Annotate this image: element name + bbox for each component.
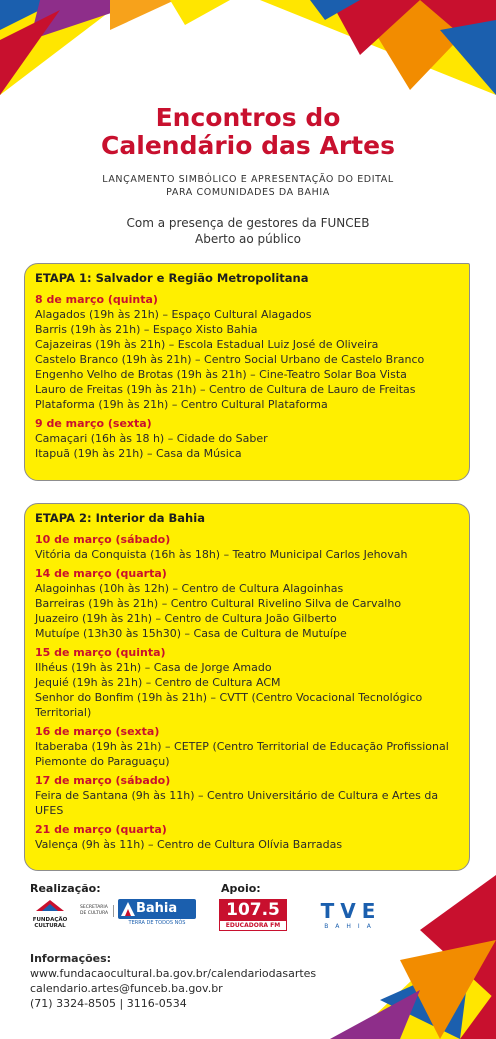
date-heading: 16 de março (sexta) (35, 725, 160, 738)
info-label: Informações: (30, 952, 112, 965)
date-group (35, 292, 459, 412)
info-email[interactable]: calendario.artes@funceb.ba.gov.br (30, 982, 223, 995)
bahia-logo (118, 899, 196, 931)
event-item: Alagoinhas (10h às 12h) – Centro de Cultura Alagoinhas (35, 582, 344, 595)
subtitle (0, 173, 496, 199)
date-group (35, 724, 459, 769)
presence-note (0, 215, 496, 247)
date-group (35, 416, 459, 461)
event-item: Barris (19h às 21h) – Espaço Xisto Bahia (35, 323, 258, 336)
event-item: Alagados (19h às 21h) – Espaço Cultural Alagados (35, 308, 312, 321)
page-title (0, 104, 496, 160)
date-group (35, 822, 459, 852)
event-item: Valença (9h às 11h) – Centro de Cultura Olívia Barradas (35, 838, 343, 851)
educadora-label: EDUCADORA FM (219, 921, 287, 931)
etapa1-panel (24, 263, 470, 481)
event-item: Senhor do Bonfim (19h às 21h) – CVTT (Centro Vocacional Tecnológico (35, 691, 423, 704)
event-item: Territorial) (35, 706, 92, 719)
etapa2-panel (24, 503, 470, 871)
event-item: Barreiras (19h às 21h) – Centro Cultural Rivelino Silva de Carvalho (35, 597, 402, 610)
educadora-fm-logo (219, 899, 287, 931)
event-item: Lauro de Freitas (19h às 21h) – Centro de Cultura de Lauro de Freitas (35, 383, 416, 396)
event-item: Itaberaba (19h às 21h) – CETEP (Centro Territorial de Educação Profissional (35, 740, 449, 753)
event-item: Jequié (19h às 21h) – Centro de Cultura ACM (35, 676, 281, 689)
presence-line-2: Aberto ao público (195, 232, 301, 246)
date-heading: 17 de março (sábado) (35, 774, 171, 787)
bahia-logo-text: Bahia (136, 901, 178, 916)
fundacao-cultural-logo (30, 898, 70, 932)
fundacao-logo-text: FUNDAÇÃO CULTURAL (32, 917, 68, 929)
date-group (35, 645, 459, 720)
event-item: Vitória da Conquista (16h às 18h) – Teatro Municipal Carlos Jehovah (35, 548, 408, 561)
tve-subtitle: BAHIA (324, 923, 378, 930)
event-item: Mutuípe (13h30 às 15h30) – Casa de Cultura de Mutuípe (35, 627, 347, 640)
etapa1-title: ETAPA 1: Salvador e Região Metropolitana (35, 271, 309, 285)
date-heading: 10 de março (sábado) (35, 533, 171, 546)
date-group (35, 532, 459, 562)
event-item: Feira de Santana (9h às 11h) – Centro Universitário de Cultura e Artes da UFES (35, 789, 439, 817)
title-line-1: Encontros do (155, 103, 341, 132)
event-item: Castelo Branco (19h às 21h) – Centro Social Urbano de Castelo Branco (35, 353, 425, 366)
subtitle-line-1: LANÇAMENTO SIMBÓLICO E APRESENTAÇÃO DO EDITAL (102, 174, 394, 185)
event-item: Piemonte do Paraguaçu) (35, 755, 170, 768)
educadora-frequency: 107.5 (219, 899, 287, 921)
info-block (30, 951, 316, 1011)
realizacao-label: Realização: (30, 882, 101, 895)
event-item: Camaçari (16h às 18 h) – Cidade do Saber (35, 432, 268, 445)
event-item: Cajazeiras (19h às 21h) – Escola Estadual Luiz José de Oliveira (35, 338, 379, 351)
apoio-label: Apoio: (221, 882, 261, 895)
info-url[interactable]: www.fundacaocultural.ba.gov.br/calendariodasartes (30, 967, 317, 980)
date-heading: 8 de março (quinta) (35, 293, 158, 306)
event-item: Itapuã (19h às 21h) – Casa da Música (35, 447, 242, 460)
date-heading: 21 de março (quarta) (35, 823, 167, 836)
info-phones: (71) 3324-8505 | 3116-0534 (30, 997, 187, 1010)
event-item: Ilhéus (19h às 21h) – Casa de Jorge Amado (35, 661, 272, 674)
date-heading: 14 de março (quarta) (35, 567, 167, 580)
tve-bahia-logo (311, 900, 391, 932)
etapa2-title: ETAPA 2: Interior da Bahia (35, 511, 205, 525)
subtitle-line-2: PARA COMUNIDADES DA BAHIA (166, 187, 330, 198)
presence-line-1: Com a presença de gestores da FUNCEB (126, 216, 370, 230)
secretaria-label: SECRETARIA DE CULTURA (80, 905, 114, 917)
event-item: Plataforma (19h às 21h) – Centro Cultural Plataforma (35, 398, 328, 411)
date-heading: 15 de março (quinta) (35, 646, 166, 659)
bahia-flag-icon (121, 902, 135, 916)
date-group (35, 566, 459, 641)
title-line-2: Calendário das Artes (101, 131, 395, 160)
bahia-tagline: TERRA DE TODOS NÓS (128, 920, 186, 926)
fundacao-emblem-icon (30, 899, 70, 913)
tve-logo-text: TVE (320, 899, 382, 923)
event-item: Juazeiro (19h às 21h) – Centro de Cultura João Gilberto (35, 612, 337, 625)
event-item: Engenho Velho de Brotas (19h às 21h) – Cine-Teatro Solar Boa Vista (35, 368, 407, 381)
date-group (35, 773, 459, 818)
date-heading: 9 de março (sexta) (35, 417, 152, 430)
